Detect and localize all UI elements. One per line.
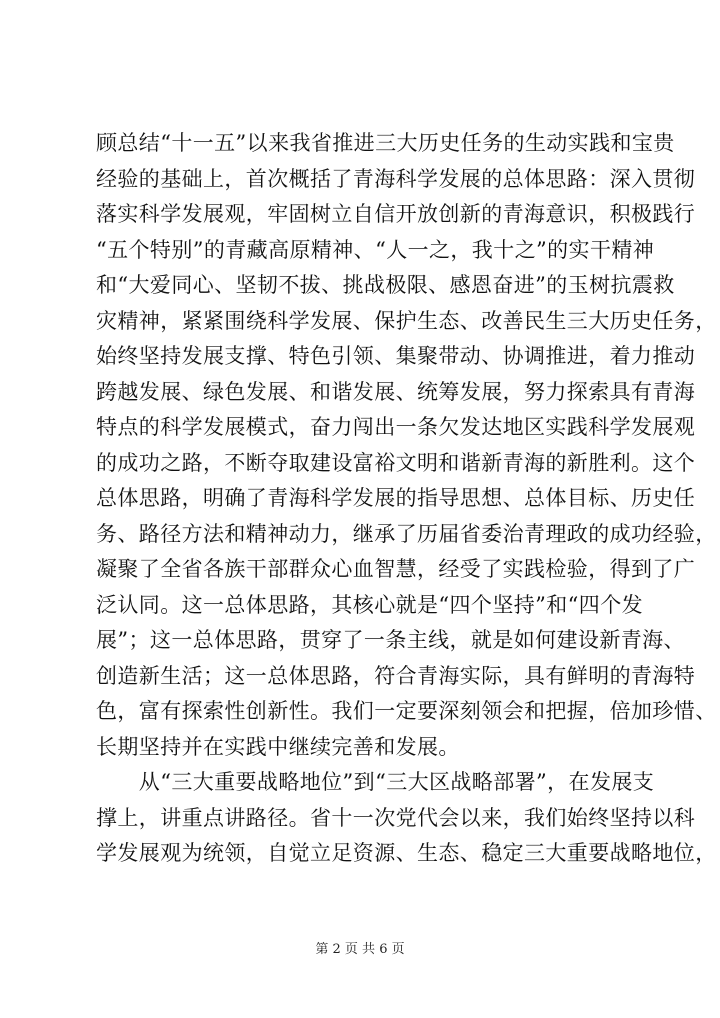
text-line: 顾总结“十一五”以来我省推进三大历史任务的生动实践和宝贵 [96, 131, 675, 155]
text-line: 特点的科学发展模式，奋力闯出一条欠发达地区实践科学发展观 [96, 415, 696, 439]
text-line: 的成功之路，不断夺取建设富裕文明和谐新青海的新胜利。这个 [96, 450, 696, 475]
text-line: 落实科学发展观，牢固树立自信开放创新的青海意识，积极践行 [96, 202, 696, 226]
text-line: 和“大爱同心、坚韧不拔、挑战极限、感恩奋进”的玉树抗震救 [96, 273, 675, 297]
text-line: 撑上，讲重点讲路径。省十一次党代会以来，我们始终坚持以科 [96, 805, 696, 830]
text-line: 跨越发展、绿色发展、和谐发展、统筹发展，努力探索具有青海 [96, 379, 696, 404]
text-line: 展”；这一总体思路，贯穿了一条主线，就是如何建设新青海、 [96, 628, 685, 652]
page-number-footer: 第 2 页 共 6 页 [315, 942, 405, 957]
text-line: 色，富有探索性创新性。我们一定要深刻领会和把握，倍加珍惜、 [96, 699, 717, 723]
text-line: 总体思路，明确了青海科学发展的指导思想、总体目标、历史任 [96, 486, 696, 510]
text-line: 始终坚持发展支撑、特色引领、集聚带动、协调推进，着力推动 [96, 344, 696, 368]
text-line: 泛认同。这一总体思路，其核心就是“四个坚持”和“四个发 [96, 592, 644, 617]
body-text [96, 126, 717, 872]
text-line: 创造新生活；这一总体思路，符合青海实际，具有鲜明的青海特 [96, 663, 696, 688]
text-line: 经验的基础上，首次概括了青海科学发展的总体思路：深入贯彻 [96, 166, 696, 191]
text-line: 凝聚了全省各族干部群众心血智慧，经受了实践检验，得到了广 [96, 557, 696, 581]
text-line: 学发展观为统领，自觉立足资源、生态、稳定三大重要战略地位， [96, 841, 717, 865]
text-line: 从“三大重要战略地位”到“三大区战略部署”，在发展支 [96, 770, 655, 794]
text-line: “五个特别”的青藏高原精神、“人一之，我十之”的实干精神 [96, 237, 655, 262]
text-line: 长期坚持并在实践中继续完善和发展。 [96, 734, 460, 759]
text-line: 灾精神，紧紧围绕科学发展、保护生态、改善民生三大历史任务， [96, 308, 717, 333]
text-line: 务、路径方法和精神动力，继承了历届省委治青理政的成功经验， [96, 521, 717, 546]
